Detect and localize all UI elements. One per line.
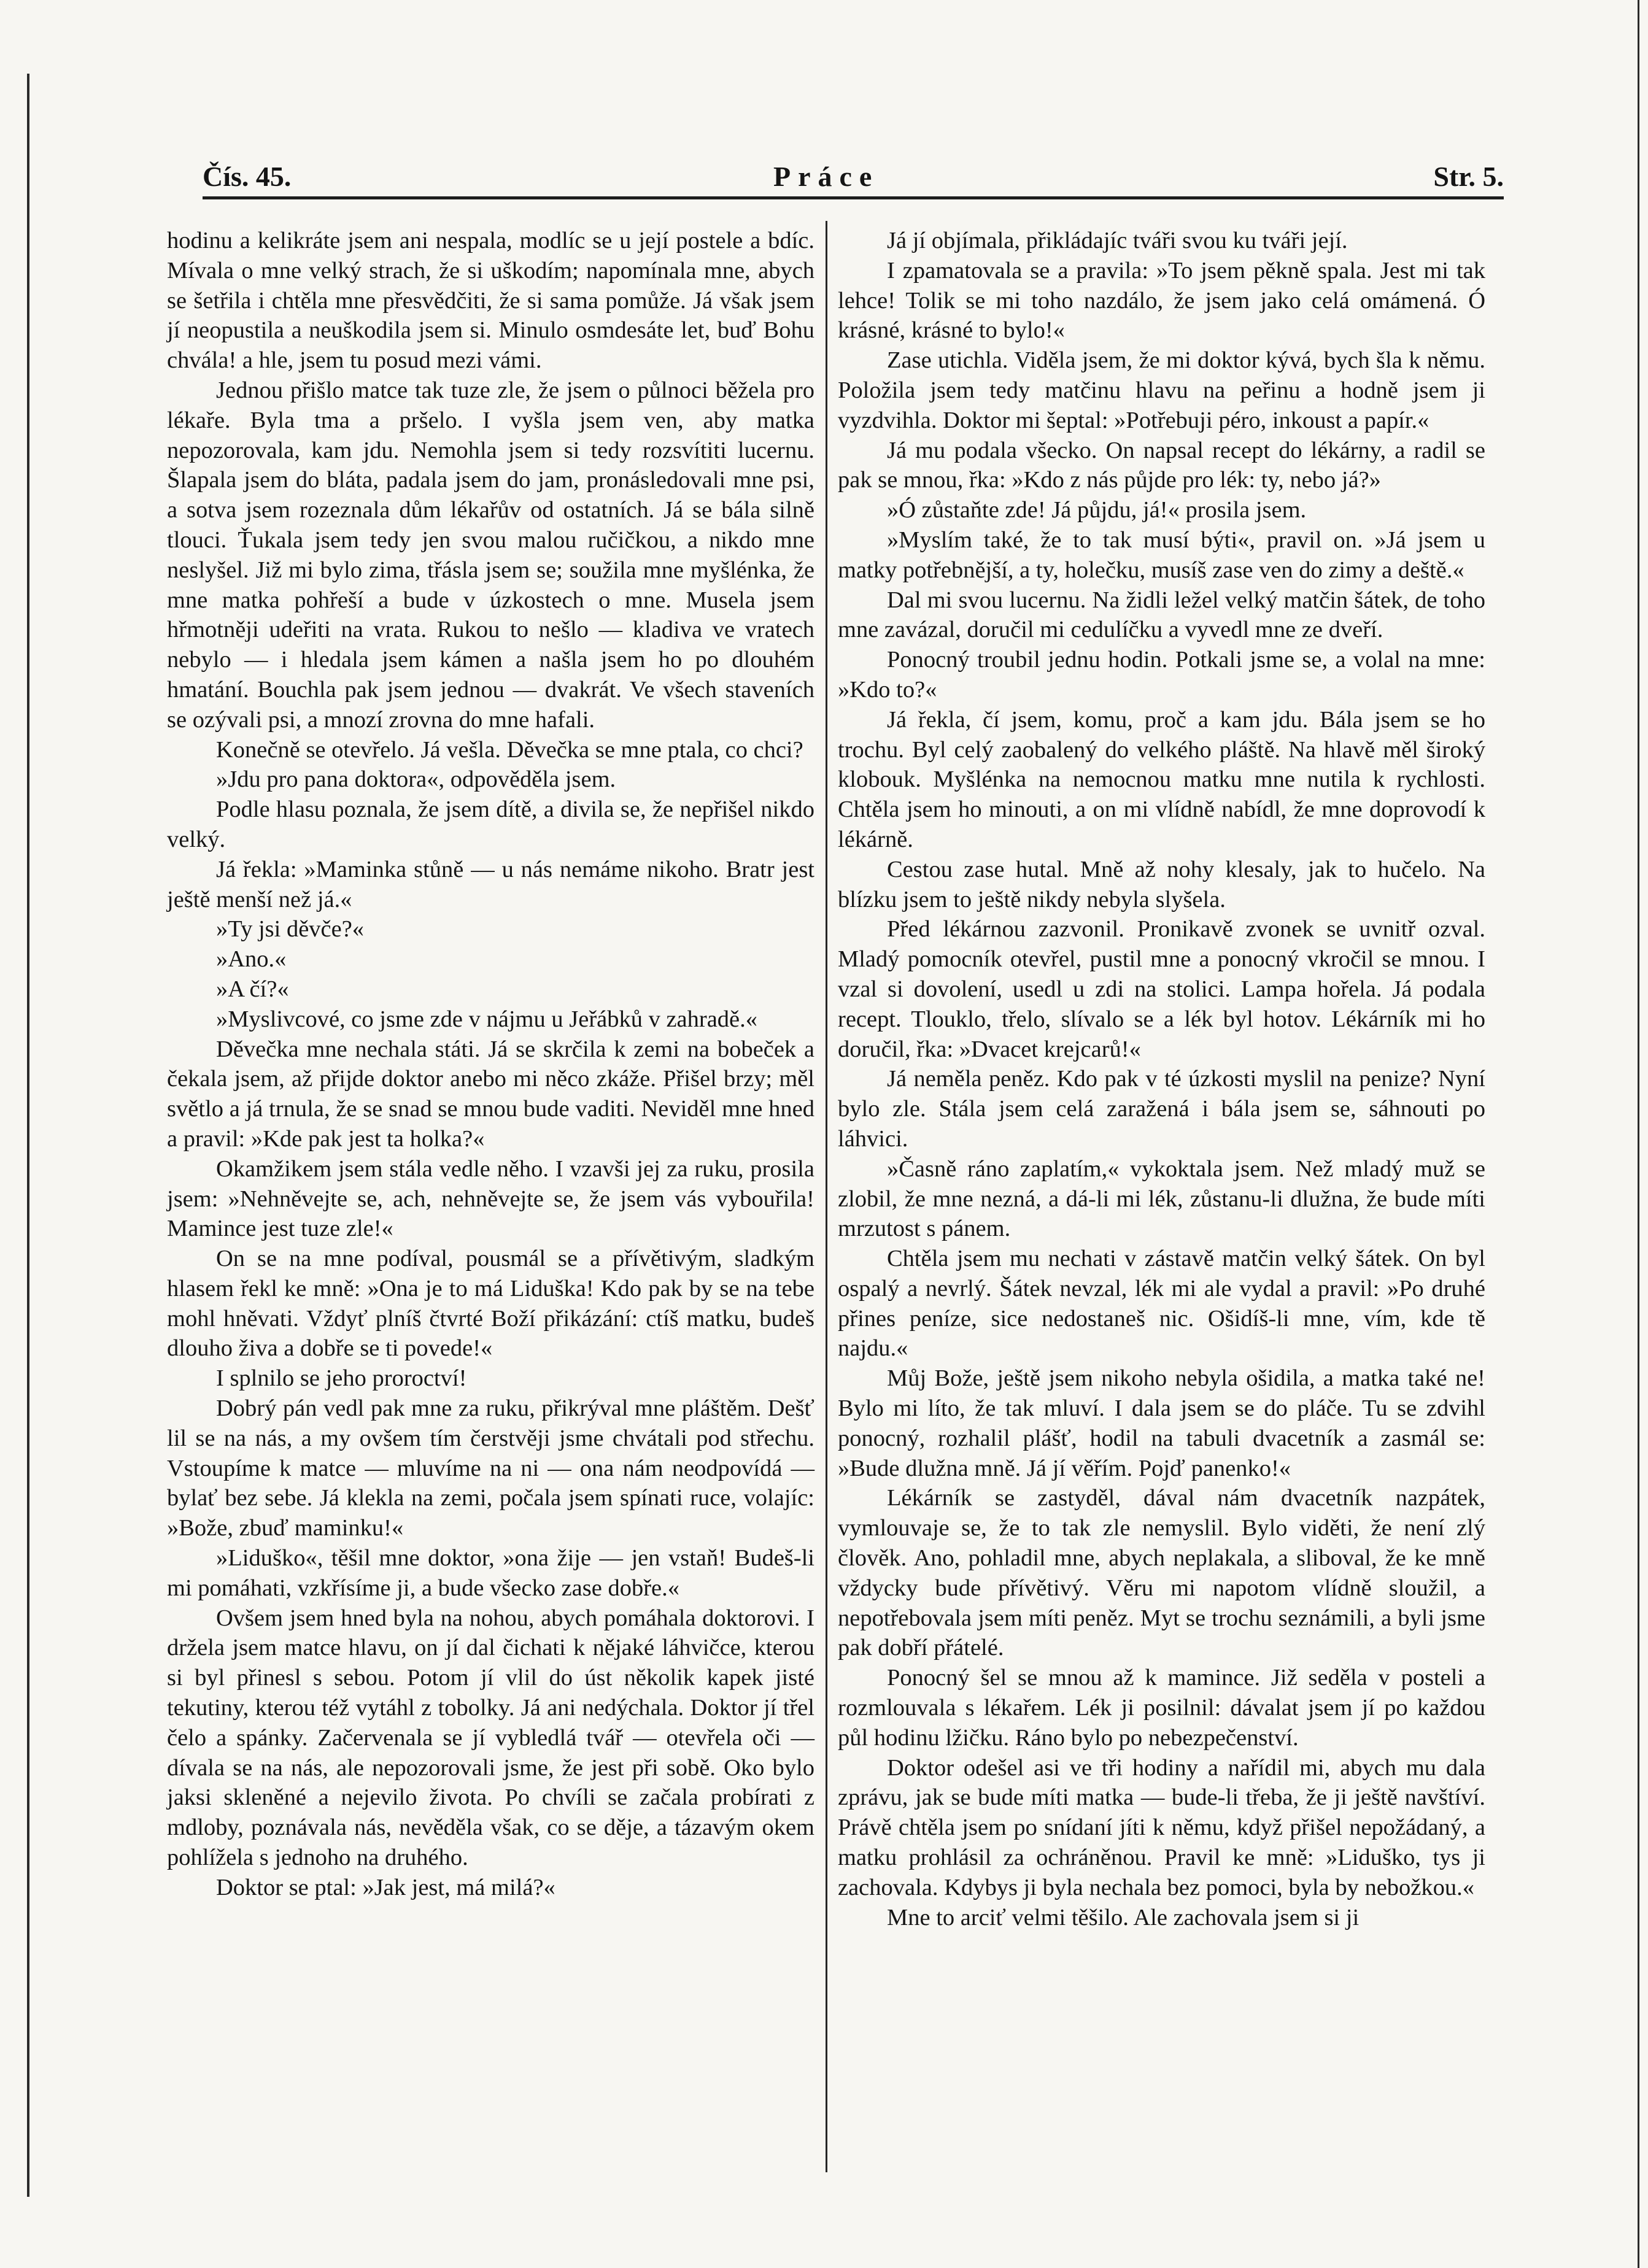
column-divider (826, 221, 827, 2172)
paragraph: »Časně ráno zaplatím,« vykoktala jsem. Než mladý muž se zlobil, že mne nezná, a dá-li mi lék, zůstanu-li dlužna, že bude míti mrzutost s pánem. (838, 1155, 1485, 1242)
paragraph: Dal mi svou lucernu. Na židli ležel velký matčin šátek, de toho mne zavázal, doručil mi cedulíčku a vyvedl mne ze dveří. (838, 587, 1485, 643)
issue-number: Čís. 45. (203, 161, 292, 192)
paragraph: Okamžikem jsem stála vedle něho. I vzavši jej za ruku, prosila jsem: »Nehněvejte se, ach, nehněvejte se, že jsem vás vybouřila! Mamince jest tuze zle!« (167, 1155, 814, 1242)
page-binding-edge (27, 74, 29, 2197)
paragraph: Cestou zase hutal. Mně až nohy klesaly, jak to hučelo. Na blízku jsem to ještě nikdy nebyla slyšela. (838, 856, 1485, 912)
paragraph: »Ó zůstaňte zde! Já půjdu, já!« prosila jsem. (887, 497, 1307, 523)
page-header (203, 158, 1504, 201)
paragraph: Já mu podala všecko. On napsal recept do lékárny, a radil se pak se mnou, řka: »Kdo z nás půjde pro lék: ty, nebo já?» (838, 437, 1485, 493)
paragraph: hodinu a kelikráte jsem ani nespala, modlíc se u její postele a bdíc. Mívala o mne velký strach, že si uškodím; napomínala mne, abych se šetřila i chtěla mne přesvědčiti, že si sama pomůže. Já však jsem jí neopustila a neuškodila jsem si. Minulo osmdesáte let, buď Bohu chvála! a hle, jsem tu posud mezi vámi. (167, 228, 814, 374)
paragraph: Já řekla: »Maminka stůně — u nás nemáme nikoho. Bratr jest ještě menší než já.« (167, 856, 814, 912)
paragraph: Děvečka mne nechala státi. Já se skrčila k zemi na bobeček a čekala jsem, až přijde doktor anebo mi něco zkáže. Přišel brzy; měl světlo a já trnula, že se snad se mnou bude vaditi. Neviděl mne hned a pravil: »Kde pak jest ta holka?« (167, 1036, 814, 1152)
newspaper-title: Práce (773, 161, 880, 192)
left-column (167, 226, 814, 1903)
paragraph: Ponocný troubil jednu hodin. Potkali jsme se, a volal na mne: »Kdo to?« (838, 647, 1485, 703)
paragraph: Jednou přišlo matce tak tuze zle, že jsem o půlnoci běžela pro lékaře. Byla tma a pršelo. I vyšla jsem ven, aby matka nepozorovala, kam jdu. Nemohla jsem si tedy rozsvítiti lucernu. Šlapala jsem do bláta, padala jsem do jam, pronásledovali mne psi, a sotva jsem rozeznala dům lékařův od ostatních. Já se bála silně tlouci. Ťukala jsem tedy jen svou malou ručičkou, a nikdo mne neslyšel. Již mi bylo zima, třásla jsem se; soužila mne myšlénka, že mne matka pohřeší a bude v úzkostech o mne. Musela jsem hřmotněji udeřiti na vrata. Rukou to nešlo — kladiva ve vratech nebylo — i hledala jsem kámen a našla jsem ho po dlouhém hmatání. Bouchla pak jsem jednou — dvakrát. Ve všech staveních se ozývali psi, a mnozí zrovna do mne hafali. (167, 377, 814, 733)
paragraph: »Myslivcové, co jsme zde v nájmu u Jeřábků v zahradě.« (216, 1006, 758, 1032)
paragraph: Chtěla jsem mu nechati v zástavě matčin velký šátek. On byl ospalý a nevrlý. Šátek nevzal, lék mi ale vydal a pravil: »Po druhé přines peníze, sice nedostaneš nic. Ošidíš-li mne, vím, kde tě najdu.« (838, 1246, 1485, 1362)
paragraph: On se na mne podíval, pousmál se a přívětivým, sladkým hlasem řekl ke mně: »Ona je to má Liduška! Kdo pak by se na tebe mohl hněvati. Vždyť plníš čtvrté Boží přikázání: ctíš matku, budeš dlouho živa a dobře se ti povede!« (167, 1246, 814, 1362)
paragraph: Já jí objímala, přikládajíc tváři svou ku tváři její. (887, 228, 1348, 253)
paragraph: Ponocný šel se mnou až k mamince. Již seděla v posteli a rozmlouvala s lékařem. Lék ji posilnil: dávalat jsem jí po každou půl hodinu lžičku. Ráno bylo po nebezpečenství. (838, 1665, 1485, 1751)
paragraph: »Jdu pro pana doktora«, odpověděla jsem. (216, 766, 616, 793)
paragraph: »Ty jsi děvče?« (216, 916, 365, 943)
page-right-edge (1638, 0, 1639, 2268)
paragraph: Já řekla, čí jsem, komu, proč a kam jdu. Bála jsem se ho trochu. Byl celý zaobalený do velkého pláště. Na hlavě měl široký klobouk. Myšlénka na nemocnou matku mne nutila k rychlosti. Chtěla jsem ho minouti, a on mi vlídně nabídl, že mne doprovodí k lékárně. (838, 706, 1485, 852)
paragraph: I splnilo se jeho proroctví! (216, 1365, 467, 1392)
paragraph: Mne to arciť velmi těšilo. Ale zachovala jsem si ji (887, 1904, 1360, 1930)
paragraph: Lékárník se zastyděl, dával nám dvacetník nazpátek, vymlouvaje se, že to tak zle nemyslil. Bylo viděti, že není zlý člověk. Ano, pohladil mne, abych neplakala, a sliboval, že ke mně vždycky bude přívětivý. Věru mi napotom vlídně sloužil, a nepotřebovala jsem míti peněz. Myt se trochu seznámili, a byli jsme pak dobří přátelé. (838, 1485, 1485, 1661)
paragraph: Ovšem jsem hned byla na nohou, abych pomáhala doktorovi. I držela jsem matce hlavu, on jí dal čichati k nějaké láhvičce, kterou si byl přinesl s sebou. Potom jí vlil do úst několik kapek jisté tekutiny, kterou též vytáhl z tobolky. Já ani nedýchala. Doktor jí třel čelo a spánky. Začervenala se jí vybledlá tvář — otevřela oči — dívala se na nás, ale nepozorovali jsme, že jest při sobě. Oko bylo jaksi skleněné a nejevilo života. Po chvíli se začala probírati z mdloby, poznávala nás, nevěděla však, co se děje, a tázavým okem pohlížela s jednoho na druhého. (167, 1605, 814, 1871)
paragraph: Doktor odešel asi ve tři hodiny a nařídil mi, abych mu dala zprávu, jak se bude míti matka — bude-li třeba, že ji ještě navštíví. Právě chtěla jsem po snídaní jíti k němu, když přišel nepožádaný, a matku prohlásil za ochráněnou. Pravil ke mně: »Liduško, tys ji zachovala. Kdybys ji byla nechala bez pomoci, byla by nebožkou.« (838, 1754, 1485, 1900)
paragraph: Před lékárnou zazvonil. Pronikavě zvonek se uvnitř ozval. Mladý pomocník otevřel, pustil mne a ponocný vkročil se mnou. I vzal si dovolení, usedl u zdi na stolici. Lampa hořela. Já podala recept. Tlouklo, třelo, slívalo se a lék byl hotov. Lékárník mi ho doručil, řka: »Dvacet krejcarů!« (838, 916, 1485, 1062)
right-column (838, 226, 1485, 1932)
paragraph: »Ano.« (216, 946, 287, 973)
header-rule (203, 196, 1504, 199)
page-number: Str. 5. (1433, 161, 1504, 192)
paragraph: I zpamatovala se a pravila: »To jsem pěkně spala. Jest mi tak lehce! Tolik se mi toho nazdálo, že jsem jako celá omámená. Ó krásné, krásné to bylo!« (838, 257, 1485, 344)
paragraph: Já neměla peněz. Kdo pak v té úzkosti myslil na penize? Nyní bylo zle. Stála jsem celá zaražená i bála jsem se, sáhnouti po láhvici. (838, 1066, 1485, 1152)
paragraph: »Liduško«, těšil mne doktor, »ona žije — jen vstaň! Budeš-li mi pomáhati, vzkřísíme ji, a bude všecko zase dobře.« (167, 1545, 814, 1601)
paragraph: Dobrý pán vedl pak mne za ruku, přikrýval mne pláštěm. Dešť lil se na nás, a my ovšem tím čerstvěji jsme chvátali pod střechu. Vstoupíme k matce — mluvíme na ni — ona nám neodpovídá — bylať bez sebe. Já klekla na zemi, počala jsem spínati ruce, volajíc: »Bože, zbuď maminku!« (167, 1395, 814, 1541)
paragraph: Můj Bože, ještě jsem nikoho nebyla ošidila, a matka také ne! Bylo mi líto, že tak mluví. I dala jsem se do pláče. Tu se zdvihl ponocný, rozhalil plášť, hodil na tabuli dvacetník a zasmál se: »Bude dlužna mně. Já jí věřím. Pojď panenko!« (838, 1365, 1485, 1481)
paragraph: »Myslím také, že to tak musí býti«, pravil on. »Já jsem u matky potřebnější, a ty, holečku, musíš zase ven do zimy a deště.« (838, 526, 1485, 583)
paragraph: »A čí?« (216, 976, 289, 1002)
paragraph: Zase utichla. Viděla jsem, že mi doktor kývá, bych šla k němu. Položila jsem tedy matčinu hlavu na peřinu a hodně jsem ji vyzdvihla. Doktor mi šeptal: »Potřebuji péro, inkoust a papír.« (838, 347, 1485, 433)
paragraph: Konečně se otevřelo. Já vešla. Děvečka se mne ptala, co chci? (216, 736, 803, 763)
paragraph: Podle hlasu poznala, že jsem dítě, a divila se, že nepřišel nikdo velký. (167, 796, 814, 852)
paragraph: Doktor se ptal: »Jak jest, má milá?« (216, 1874, 555, 1900)
